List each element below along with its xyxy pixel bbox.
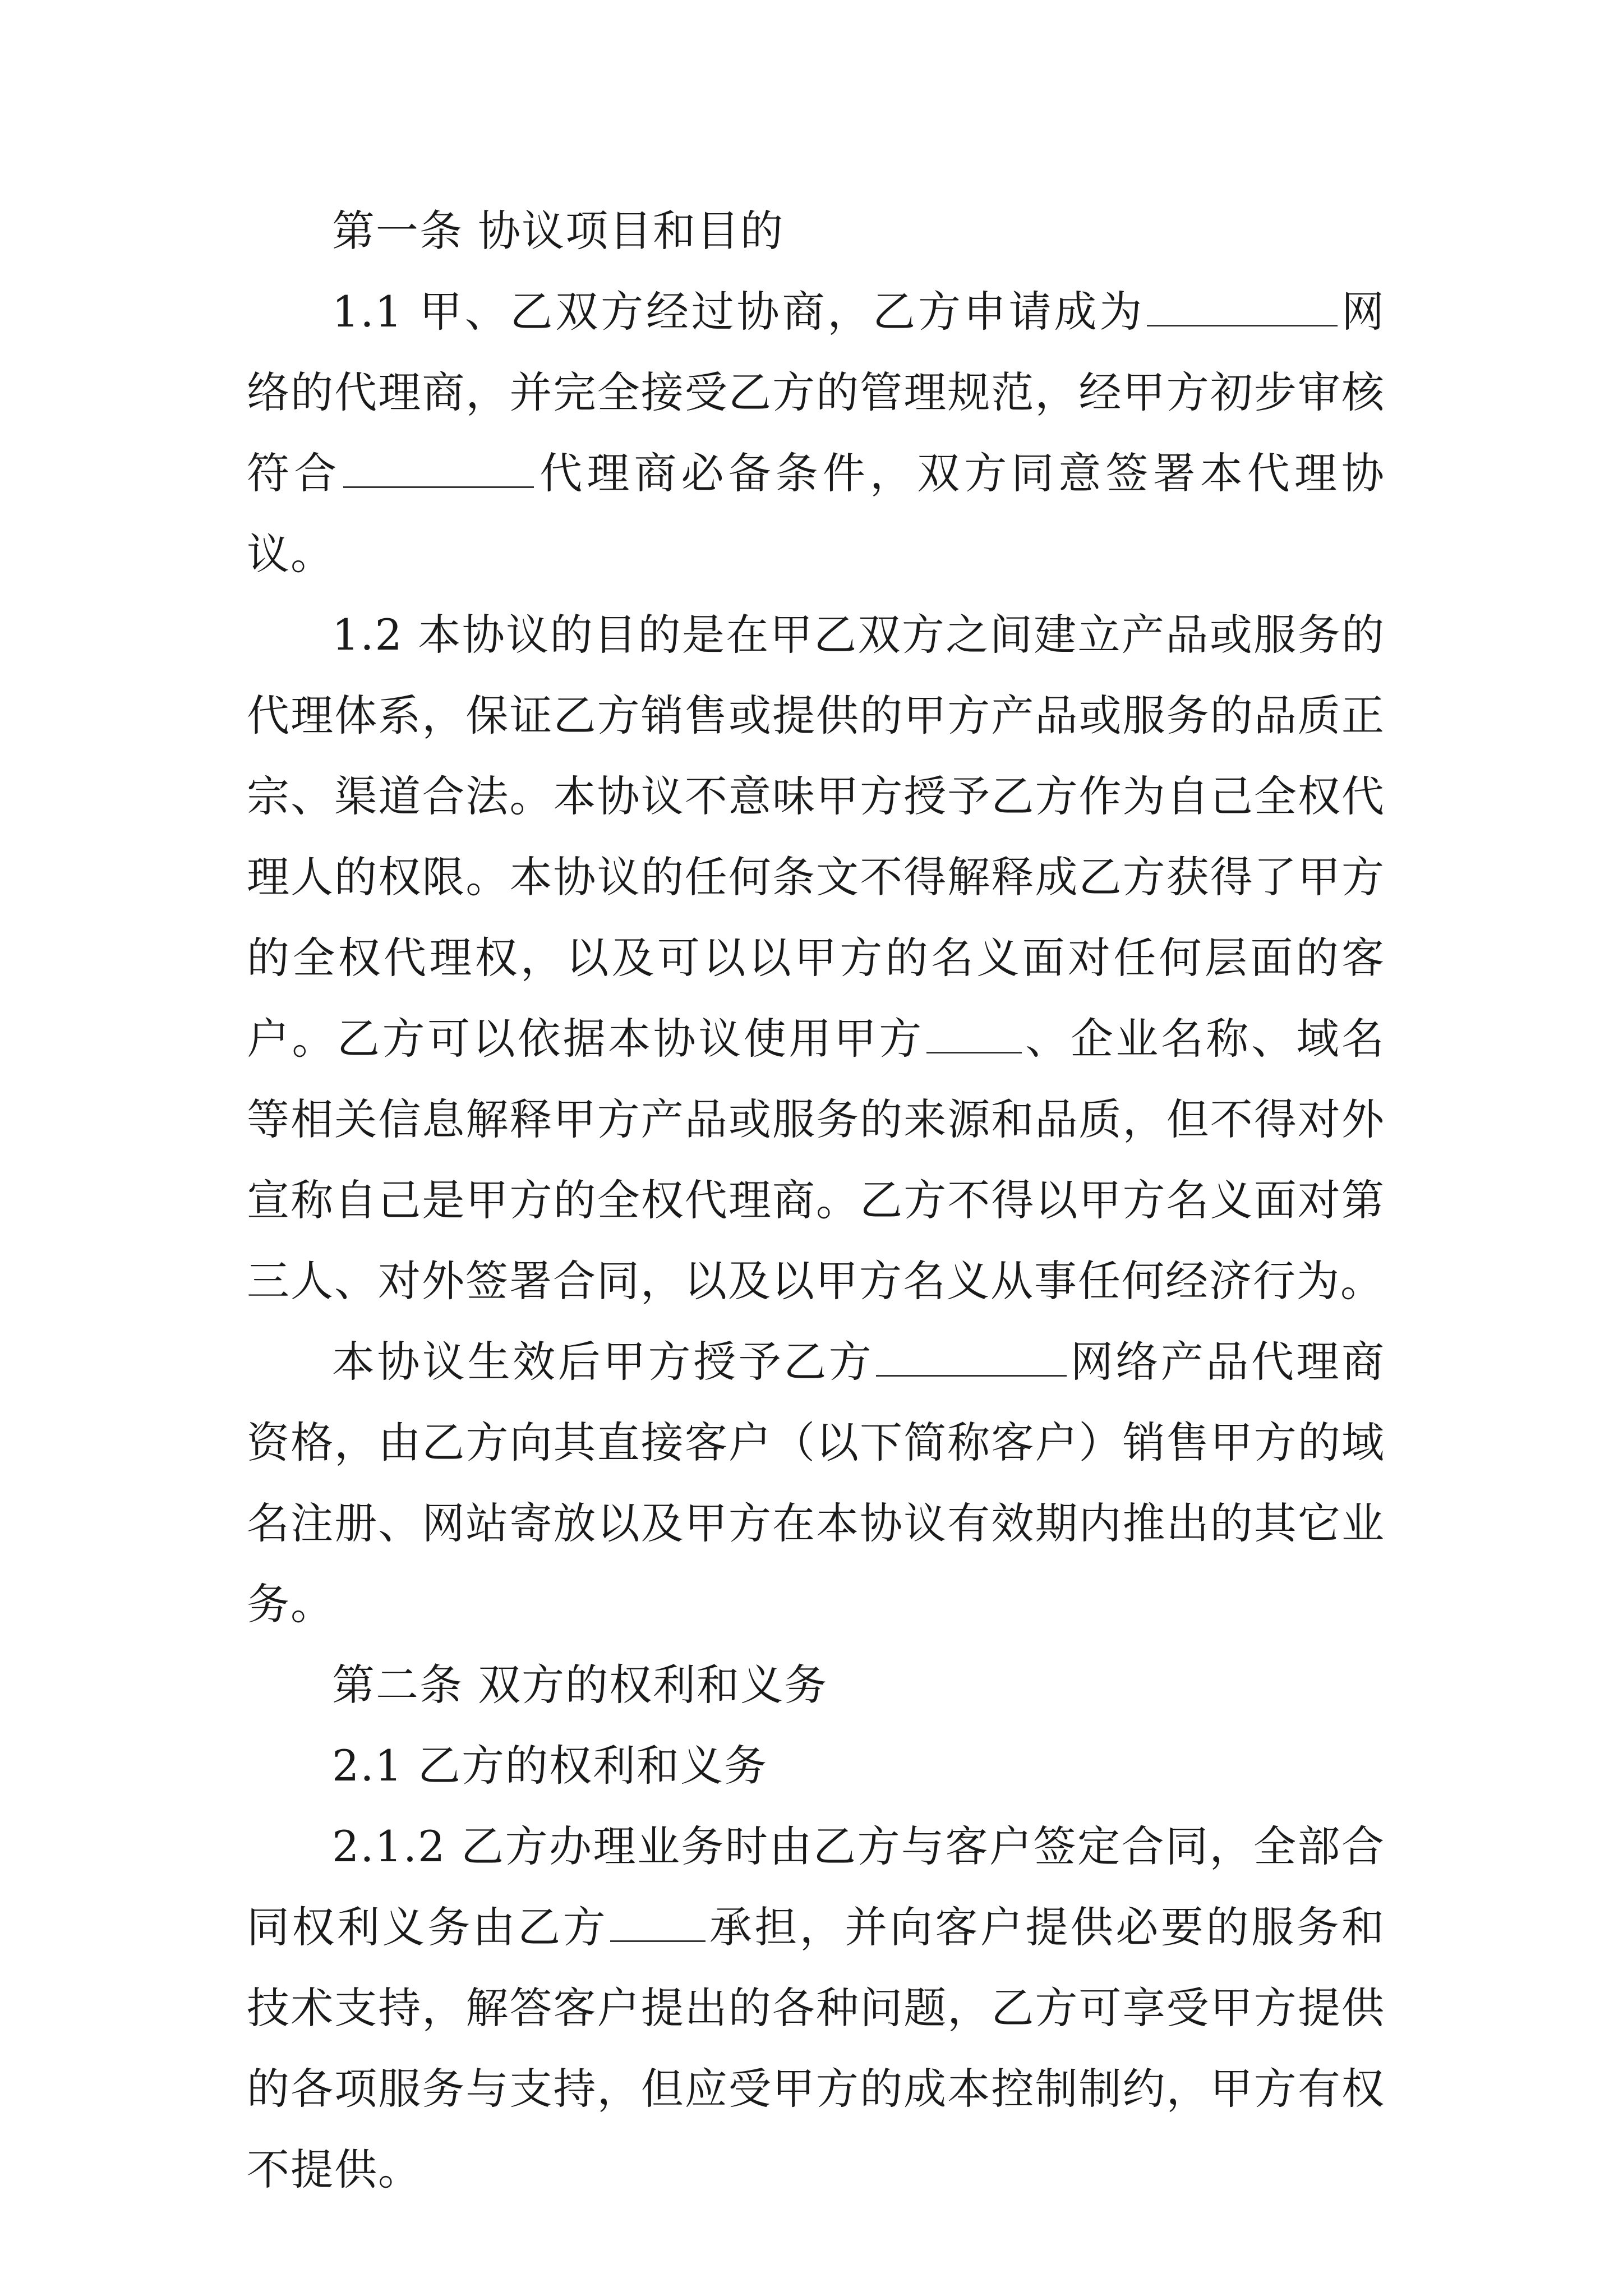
paragraph-1-1 — [247, 272, 1385, 595]
section-heading-1 — [247, 191, 1385, 272]
fill-in-blank — [876, 1338, 1067, 1377]
fill-in-blank — [610, 1904, 706, 1942]
section-heading-2 — [247, 1645, 1385, 1726]
document-body — [247, 191, 1385, 2210]
fill-in-blank — [926, 1015, 1022, 1053]
paragraph-2-1-2-text-b: 承担，并向客户提供必要的服务和技术支持，解答客户提出的各种问题，乙方可享受甲方提供的各项服务与支持，但应受甲方的成本控制制约，甲方有权不提供。 — [247, 1902, 1386, 2194]
fill-in-blank — [1147, 288, 1338, 326]
paragraph-grant — [247, 1322, 1385, 1645]
paragraph-1-1-text-b: 网络的代理商，并完全接受乙方的管理规范，经甲方初步审核符合 — [247, 287, 1386, 498]
section-heading-2-text: 第二条 双方的权利和义务 — [332, 1660, 828, 1710]
paragraph-grant-text-b: 网络产品代理商资格，由乙方向其直接客户（以下简称客户）销售甲方的域名注册、网站寄放以及甲方在本协议有效期内推出的其它业务。 — [247, 1337, 1386, 1629]
paragraph-1-2 — [247, 595, 1385, 1322]
fill-in-blank — [343, 450, 534, 488]
paragraph-2-1-2-text-a: 2.1.2 乙方办理业务时由乙方与客户签定合同，全部合同权利义务由乙方 — [247, 1821, 1385, 1952]
section-heading-1-text: 第一条 协议项目和目的 — [332, 206, 785, 256]
paragraph-1-1-text-a: 1.1 甲、乙双方经过协商，乙方申请成为 — [332, 287, 1145, 337]
paragraph-1-2-text-b: 、企业名称、域名等相关信息解释甲方产品或服务的来源和品质，但不得对外宣称自己是甲方的全权代理商。乙方不得以甲方名义面对第三人、对外签署合同，以及以甲方名义从事任何经济行为。 — [247, 1014, 1386, 1306]
paragraph-1-1-text-c: 代理商必备条件，双方同意签署本代理协议。 — [247, 448, 1386, 579]
paragraph-grant-text-a: 本协议生效后甲方授予乙方 — [332, 1337, 874, 1387]
subsection-heading-2-1-text: 2.1 乙方的权利和义务 — [332, 1741, 768, 1791]
paragraph-1-2-text-a: 1.2 本协议的目的是在甲乙双方之间建立产品或服务的代理体系，保证乙方销售或提供的甲方产品或服务的品质正宗、渠道合法。本协议不意味甲方授予乙方作为自己全权代理人的权限。本协议的任何条文不得解释成乙方获得了甲方的全权代理权，以及可以以甲方的名义面对任何层面的客户。乙方可以依据本协议使用甲方 — [247, 610, 1385, 1064]
subsection-heading-2-1 — [247, 1726, 1385, 1806]
paragraph-2-1-2 — [247, 1806, 1385, 2210]
